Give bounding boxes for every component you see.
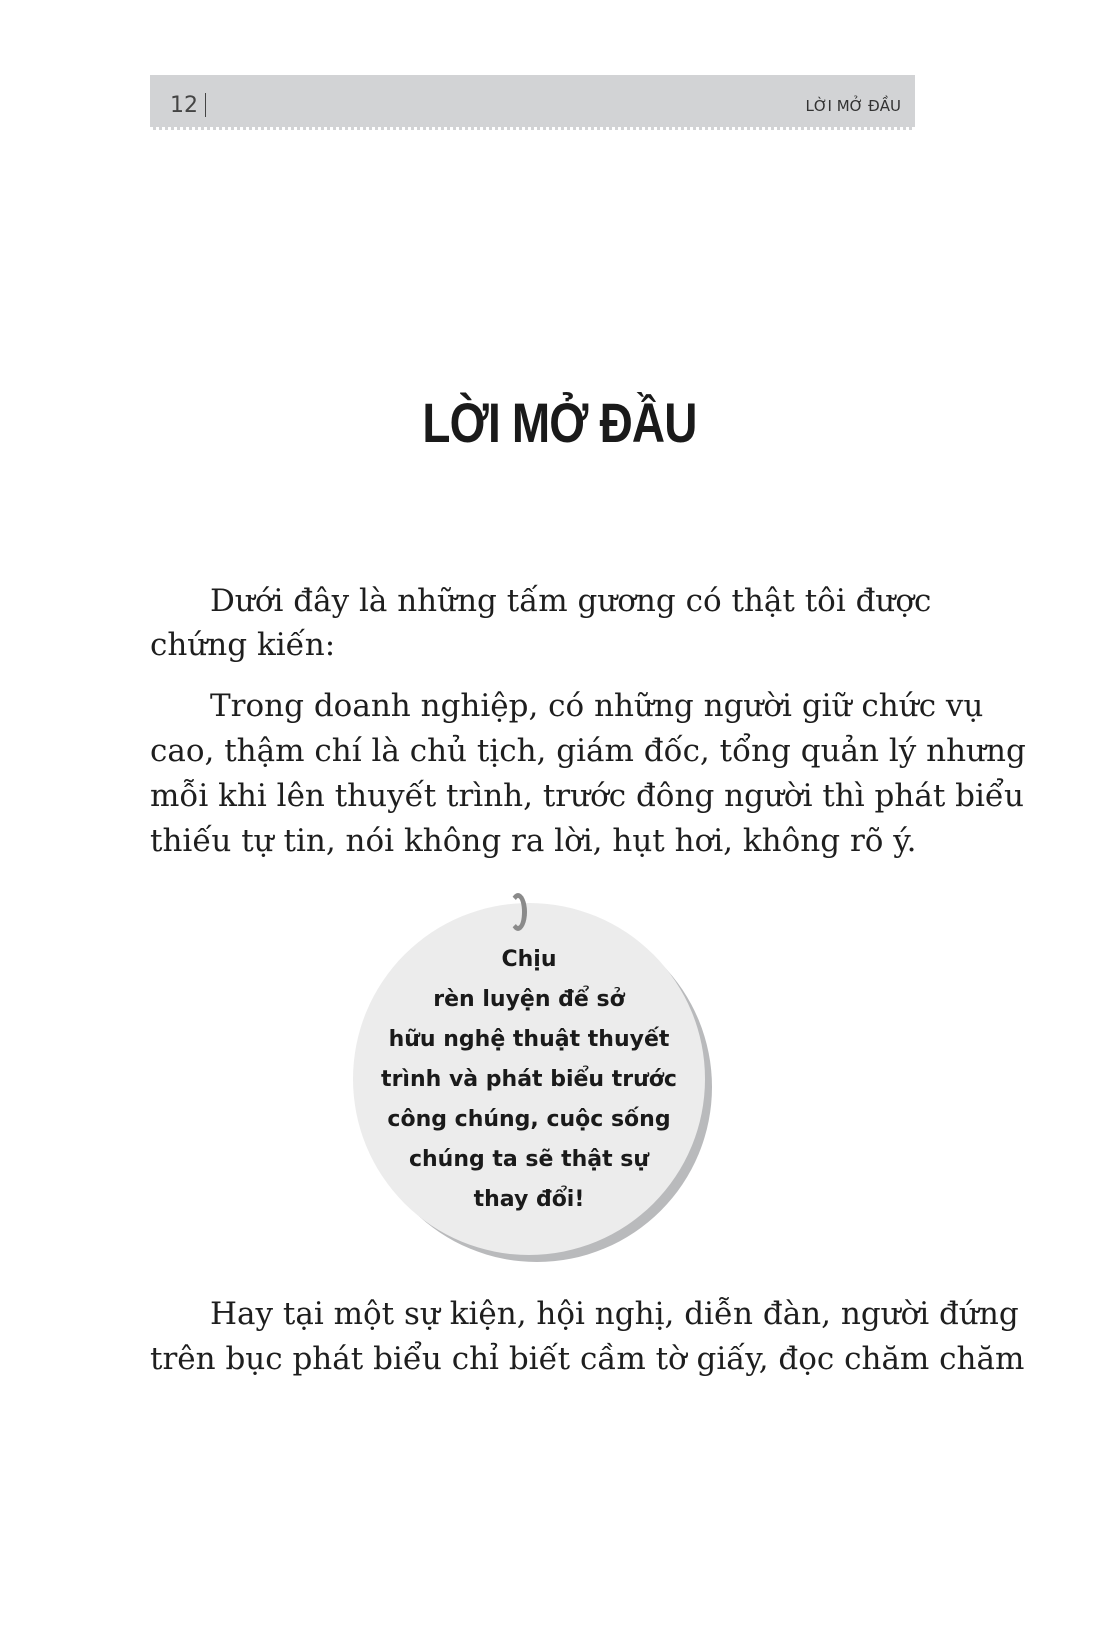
quote-line: rèn luyện để sở <box>433 987 625 1012</box>
quote-line: trình và phát biểu trước <box>381 1067 677 1092</box>
hook-icon <box>509 893 527 931</box>
body-line: thiếu tự tin, nói không ra lời, hụt hơi, không rõ ý. <box>150 823 917 859</box>
header-divider <box>205 93 206 117</box>
body-line: Trong doanh nghiệp, có những người giữ chức vụ <box>210 688 984 724</box>
body-line: Dưới đây là những tấm gương có thật tôi được <box>210 583 932 619</box>
running-header <box>150 75 915 130</box>
chapter-title: LỜI MỞ ĐẦU <box>422 391 697 454</box>
quote-line: thay đổi! <box>473 1187 585 1212</box>
body-line: Hay tại một sự kiện, hội nghị, diễn đàn, người đứng <box>210 1296 1019 1332</box>
page-number: 12 <box>170 93 198 118</box>
header-section-title: LỜI MỞ ĐẦU <box>805 97 901 115</box>
pull-quote <box>353 940 705 1220</box>
quote-line: Chịu <box>501 947 557 972</box>
quote-line: công chúng, cuộc sống <box>387 1107 671 1132</box>
body-line: cao, thậm chí là chủ tịch, giám đốc, tổng quản lý nhưng <box>150 733 1026 769</box>
body-line: trên bục phát biểu chỉ biết cầm tờ giấy, đọc chăm chăm <box>150 1341 1025 1377</box>
body-line: chứng kiến: <box>150 627 336 663</box>
body-line: mỗi khi lên thuyết trình, trước đông người thì phát biểu <box>150 778 1024 814</box>
quote-line: hữu nghệ thuật thuyết <box>388 1027 670 1052</box>
quote-line: chúng ta sẽ thật sự <box>408 1147 650 1172</box>
